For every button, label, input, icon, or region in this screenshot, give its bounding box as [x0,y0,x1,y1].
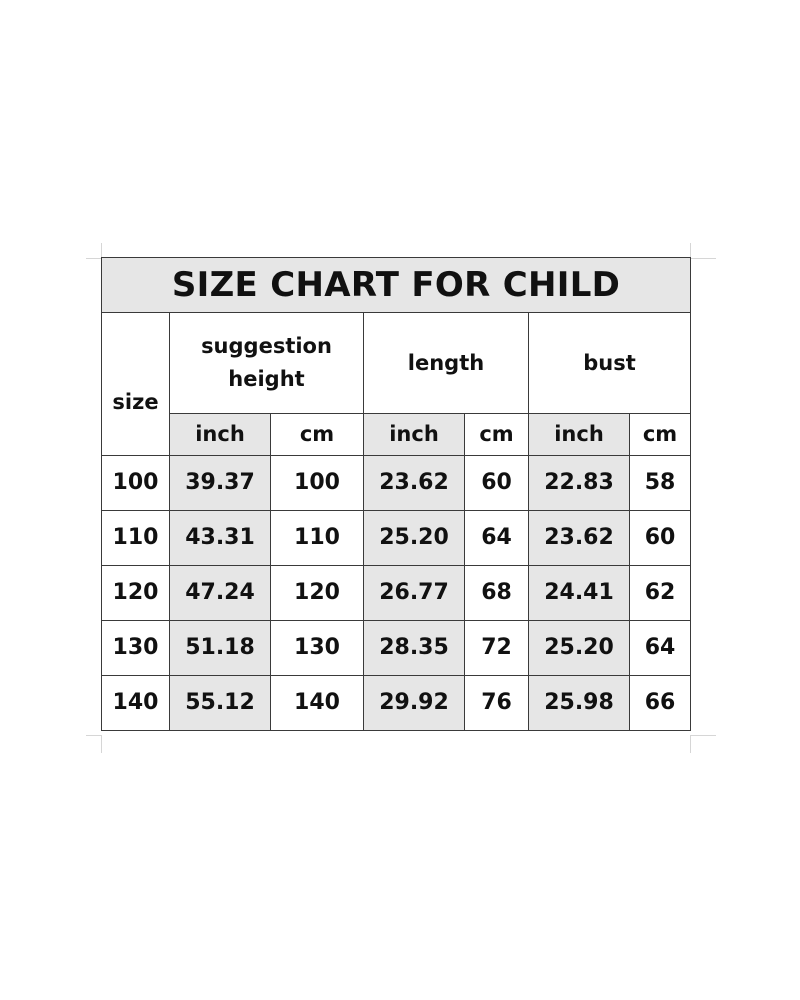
height-inch-cell: 51.18 [170,621,271,676]
size-chart-table [101,257,691,731]
height-inch-cell: 39.37 [170,456,271,511]
bust-cm-cell: 62 [630,566,691,621]
crop-mark [86,735,101,736]
height-inch-cell: 43.31 [170,511,271,566]
length-cm-cell: 64 [465,511,529,566]
crop-mark [101,735,102,753]
size-cell: 100 [102,456,170,511]
crop-mark [86,258,101,259]
length-inch-cell: 23.62 [364,456,465,511]
unit-header-bust-cm: cm [630,414,691,456]
unit-header-bust-inch: inch [529,414,630,456]
size-cell: 110 [102,511,170,566]
bust-cm-cell: 60 [630,511,691,566]
header-line: height [228,367,305,391]
bust-header: bust [529,313,691,414]
height-inch-cell: 55.12 [170,676,271,731]
table-row [102,621,691,676]
length-inch-cell: 29.92 [364,676,465,731]
unit-header-length-inch: inch [364,414,465,456]
table-row [102,511,691,566]
size-cell: 130 [102,621,170,676]
height-cm-cell: 110 [271,511,364,566]
height-cm-cell: 130 [271,621,364,676]
size-cell: 140 [102,676,170,731]
suggestion-height-header [170,313,364,414]
header-line: suggestion [201,334,332,359]
height-cm-cell: 100 [271,456,364,511]
length-inch-cell: 28.35 [364,621,465,676]
length-cm-cell: 60 [465,456,529,511]
size-cell: 120 [102,566,170,621]
height-cm-cell: 140 [271,676,364,731]
bust-inch-cell: 24.41 [529,566,630,621]
bust-cm-cell: 66 [630,676,691,731]
crop-mark [690,735,716,736]
height-cm-cell: 120 [271,566,364,621]
bust-cm-cell: 64 [630,621,691,676]
length-cm-cell: 76 [465,676,529,731]
bust-cm-cell: 58 [630,456,691,511]
crop-mark [690,243,691,258]
table-row [102,676,691,731]
chart-title: SIZE CHART FOR CHILD [102,258,691,313]
bust-inch-cell: 25.98 [529,676,630,731]
length-header: length [364,313,529,414]
crop-mark [690,258,716,259]
table-row [102,566,691,621]
bust-inch-cell: 23.62 [529,511,630,566]
bust-inch-cell: 22.83 [529,456,630,511]
unit-header-height-inch: inch [170,414,271,456]
bust-inch-cell: 25.20 [529,621,630,676]
crop-mark [101,243,102,258]
table-row [102,456,691,511]
unit-header-length-cm: cm [465,414,529,456]
length-inch-cell: 25.20 [364,511,465,566]
height-inch-cell: 47.24 [170,566,271,621]
crop-mark [690,735,691,753]
unit-header-height-cm: cm [271,414,364,456]
length-cm-cell: 72 [465,621,529,676]
size-column-header: size [102,313,170,456]
length-inch-cell: 26.77 [364,566,465,621]
length-cm-cell: 68 [465,566,529,621]
